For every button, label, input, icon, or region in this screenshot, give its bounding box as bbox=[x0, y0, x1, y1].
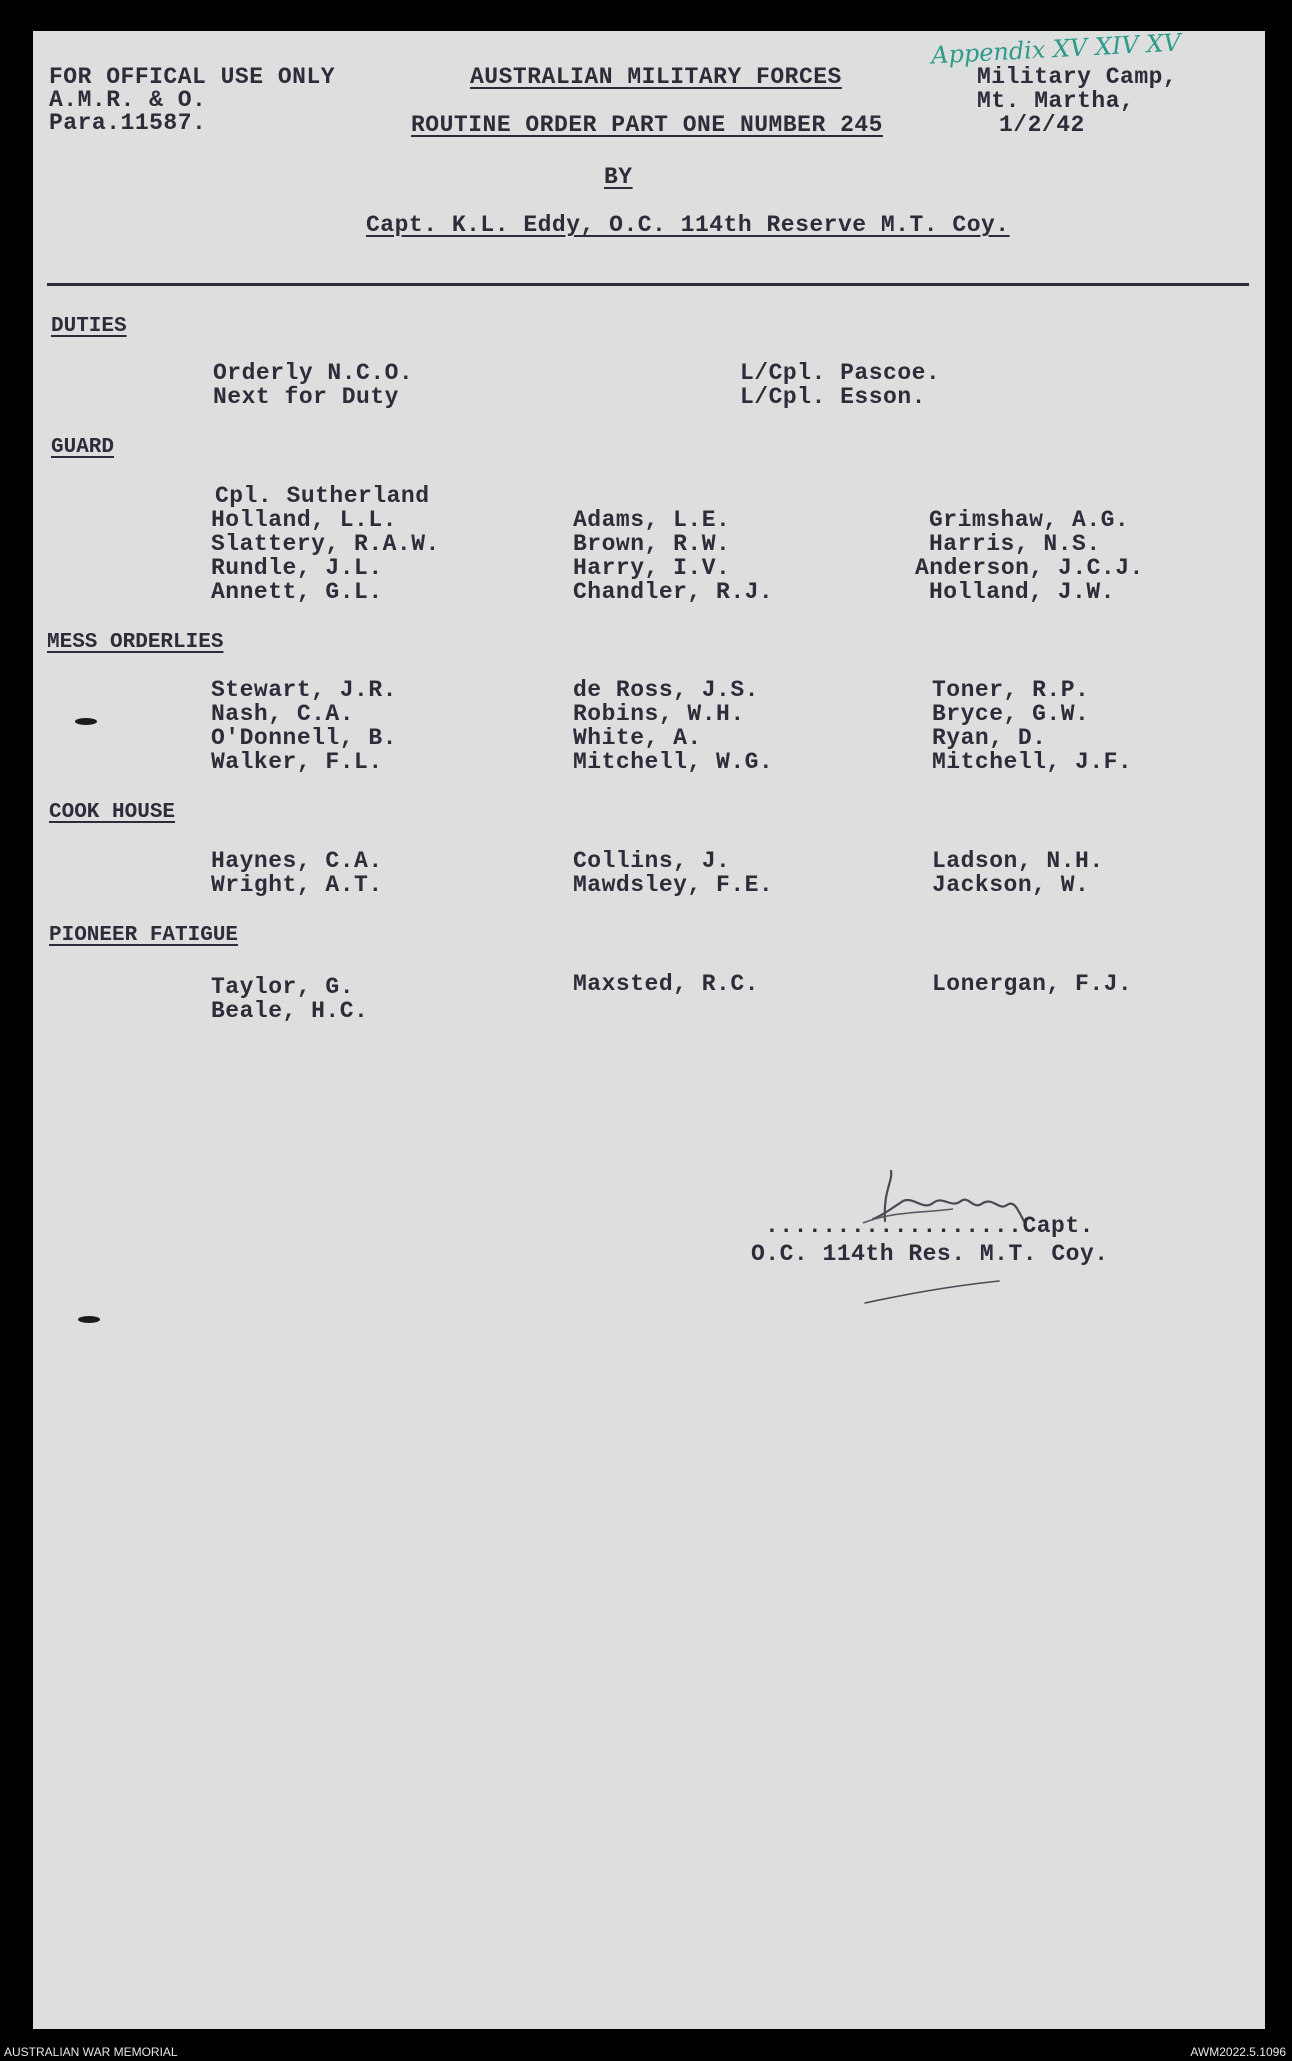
mess-col3-2: Bryce, G.W. bbox=[932, 701, 1090, 727]
header-right-line-2: Mt. Martha, bbox=[977, 88, 1135, 114]
duties-name-1: L/Cpl. Pascoe. bbox=[740, 360, 941, 386]
guard-col3-2: Harris, N.S. bbox=[929, 531, 1101, 557]
guard-col3-3: Anderson, J.C.J. bbox=[915, 555, 1144, 581]
footer-right-text: AWM2022.5.1096 bbox=[1190, 2045, 1286, 2059]
header-right-line-1: Military Camp, bbox=[977, 64, 1178, 90]
duties-name-2: L/Cpl. Esson. bbox=[740, 384, 926, 410]
pen-stroke-mark bbox=[863, 1277, 1003, 1307]
mess-heading: MESS ORDERLIES bbox=[47, 631, 224, 654]
guard-col3-4: Holland, J.W. bbox=[929, 579, 1115, 605]
guard-col2-1: Adams, L.E. bbox=[573, 507, 731, 533]
mess-col2-3: White, A. bbox=[573, 725, 702, 751]
header-left-line-1: FOR OFFICAL USE ONLY bbox=[49, 64, 336, 90]
mess-col1-2: Nash, C.A. bbox=[211, 701, 355, 727]
document-page bbox=[33, 28, 1265, 2029]
signature-title-line: O.C. 114th Res. M.T. Coy. bbox=[751, 1241, 1109, 1267]
header-right-line-3: 1/2/42 bbox=[999, 112, 1085, 138]
guard-col2-3: Harry, I.V. bbox=[573, 555, 731, 581]
pioneer-col1-1: Taylor, G. bbox=[211, 974, 355, 1000]
mess-col3-4: Mitchell, J.F. bbox=[932, 749, 1133, 775]
mess-col3-1: Toner, R.P. bbox=[932, 677, 1090, 703]
punch-hole-mark bbox=[78, 1316, 100, 1323]
guard-heading: GUARD bbox=[51, 436, 115, 459]
header-left-line-2: A.M.R. & O. bbox=[49, 87, 207, 113]
mess-col3-3: Ryan, D. bbox=[932, 725, 1047, 751]
punch-hole-mark bbox=[75, 718, 97, 725]
guard-col1-2: Holland, L.L. bbox=[211, 507, 397, 533]
mess-col1-1: Stewart, J.R. bbox=[211, 677, 397, 703]
cookhouse-col1-2: Wright, A.T. bbox=[211, 872, 383, 898]
guard-col1-3: Slattery, R.A.W. bbox=[211, 531, 440, 557]
issuer-line: Capt. K.L. Eddy, O.C. 114th Reserve M.T. Coy. bbox=[366, 212, 1010, 238]
duties-role-2: Next for Duty bbox=[213, 384, 399, 410]
document-title: AUSTRALIAN MILITARY FORCES bbox=[470, 64, 842, 90]
cookhouse-col1-1: Haynes, C.A. bbox=[211, 848, 383, 874]
footer-left-text: AUSTRALIAN WAR MEMORIAL bbox=[4, 2045, 178, 2059]
signature-dots-line: ..................Capt. bbox=[765, 1213, 1094, 1239]
cookhouse-col3-2: Jackson, W. bbox=[932, 872, 1090, 898]
pioneer-heading: PIONEER FATIGUE bbox=[49, 924, 239, 947]
pioneer-col3-1: Lonergan, F.J. bbox=[932, 971, 1133, 997]
handwritten-appendix-note: Appendix XV XIV XV bbox=[930, 28, 1182, 70]
duties-heading: DUTIES bbox=[51, 315, 127, 338]
guard-col2-4: Chandler, R.J. bbox=[573, 579, 774, 605]
mess-col2-1: de Ross, J.S. bbox=[573, 677, 759, 703]
guard-col1-5: Annett, G.L. bbox=[211, 579, 383, 605]
header-rule bbox=[47, 283, 1249, 286]
duties-role-1: Orderly N.C.O. bbox=[213, 360, 414, 386]
cookhouse-col3-1: Ladson, N.H. bbox=[932, 848, 1104, 874]
guard-col1-1: Cpl. Sutherland bbox=[215, 483, 430, 509]
mess-col1-3: O'Donnell, B. bbox=[211, 725, 397, 751]
by-line: BY bbox=[604, 164, 633, 190]
guard-col1-4: Rundle, J.L. bbox=[211, 555, 383, 581]
mess-col2-2: Robins, W.H. bbox=[573, 701, 745, 727]
cookhouse-col2-2: Mawdsley, F.E. bbox=[573, 872, 774, 898]
cookhouse-col2-1: Collins, J. bbox=[573, 848, 731, 874]
header-left-line-3: Para.11587. bbox=[49, 110, 207, 136]
pioneer-col2-1: Maxsted, R.C. bbox=[573, 971, 759, 997]
guard-col3-1: Grimshaw, A.G. bbox=[929, 507, 1130, 533]
mess-col1-4: Walker, F.L. bbox=[211, 749, 383, 775]
pioneer-col1-2: Beale, H.C. bbox=[211, 998, 369, 1024]
mess-col2-4: Mitchell, W.G. bbox=[573, 749, 774, 775]
cookhouse-heading: COOK HOUSE bbox=[49, 801, 176, 824]
document-subtitle: ROUTINE ORDER PART ONE NUMBER 245 bbox=[411, 112, 883, 138]
guard-col2-2: Brown, R.W. bbox=[573, 531, 731, 557]
